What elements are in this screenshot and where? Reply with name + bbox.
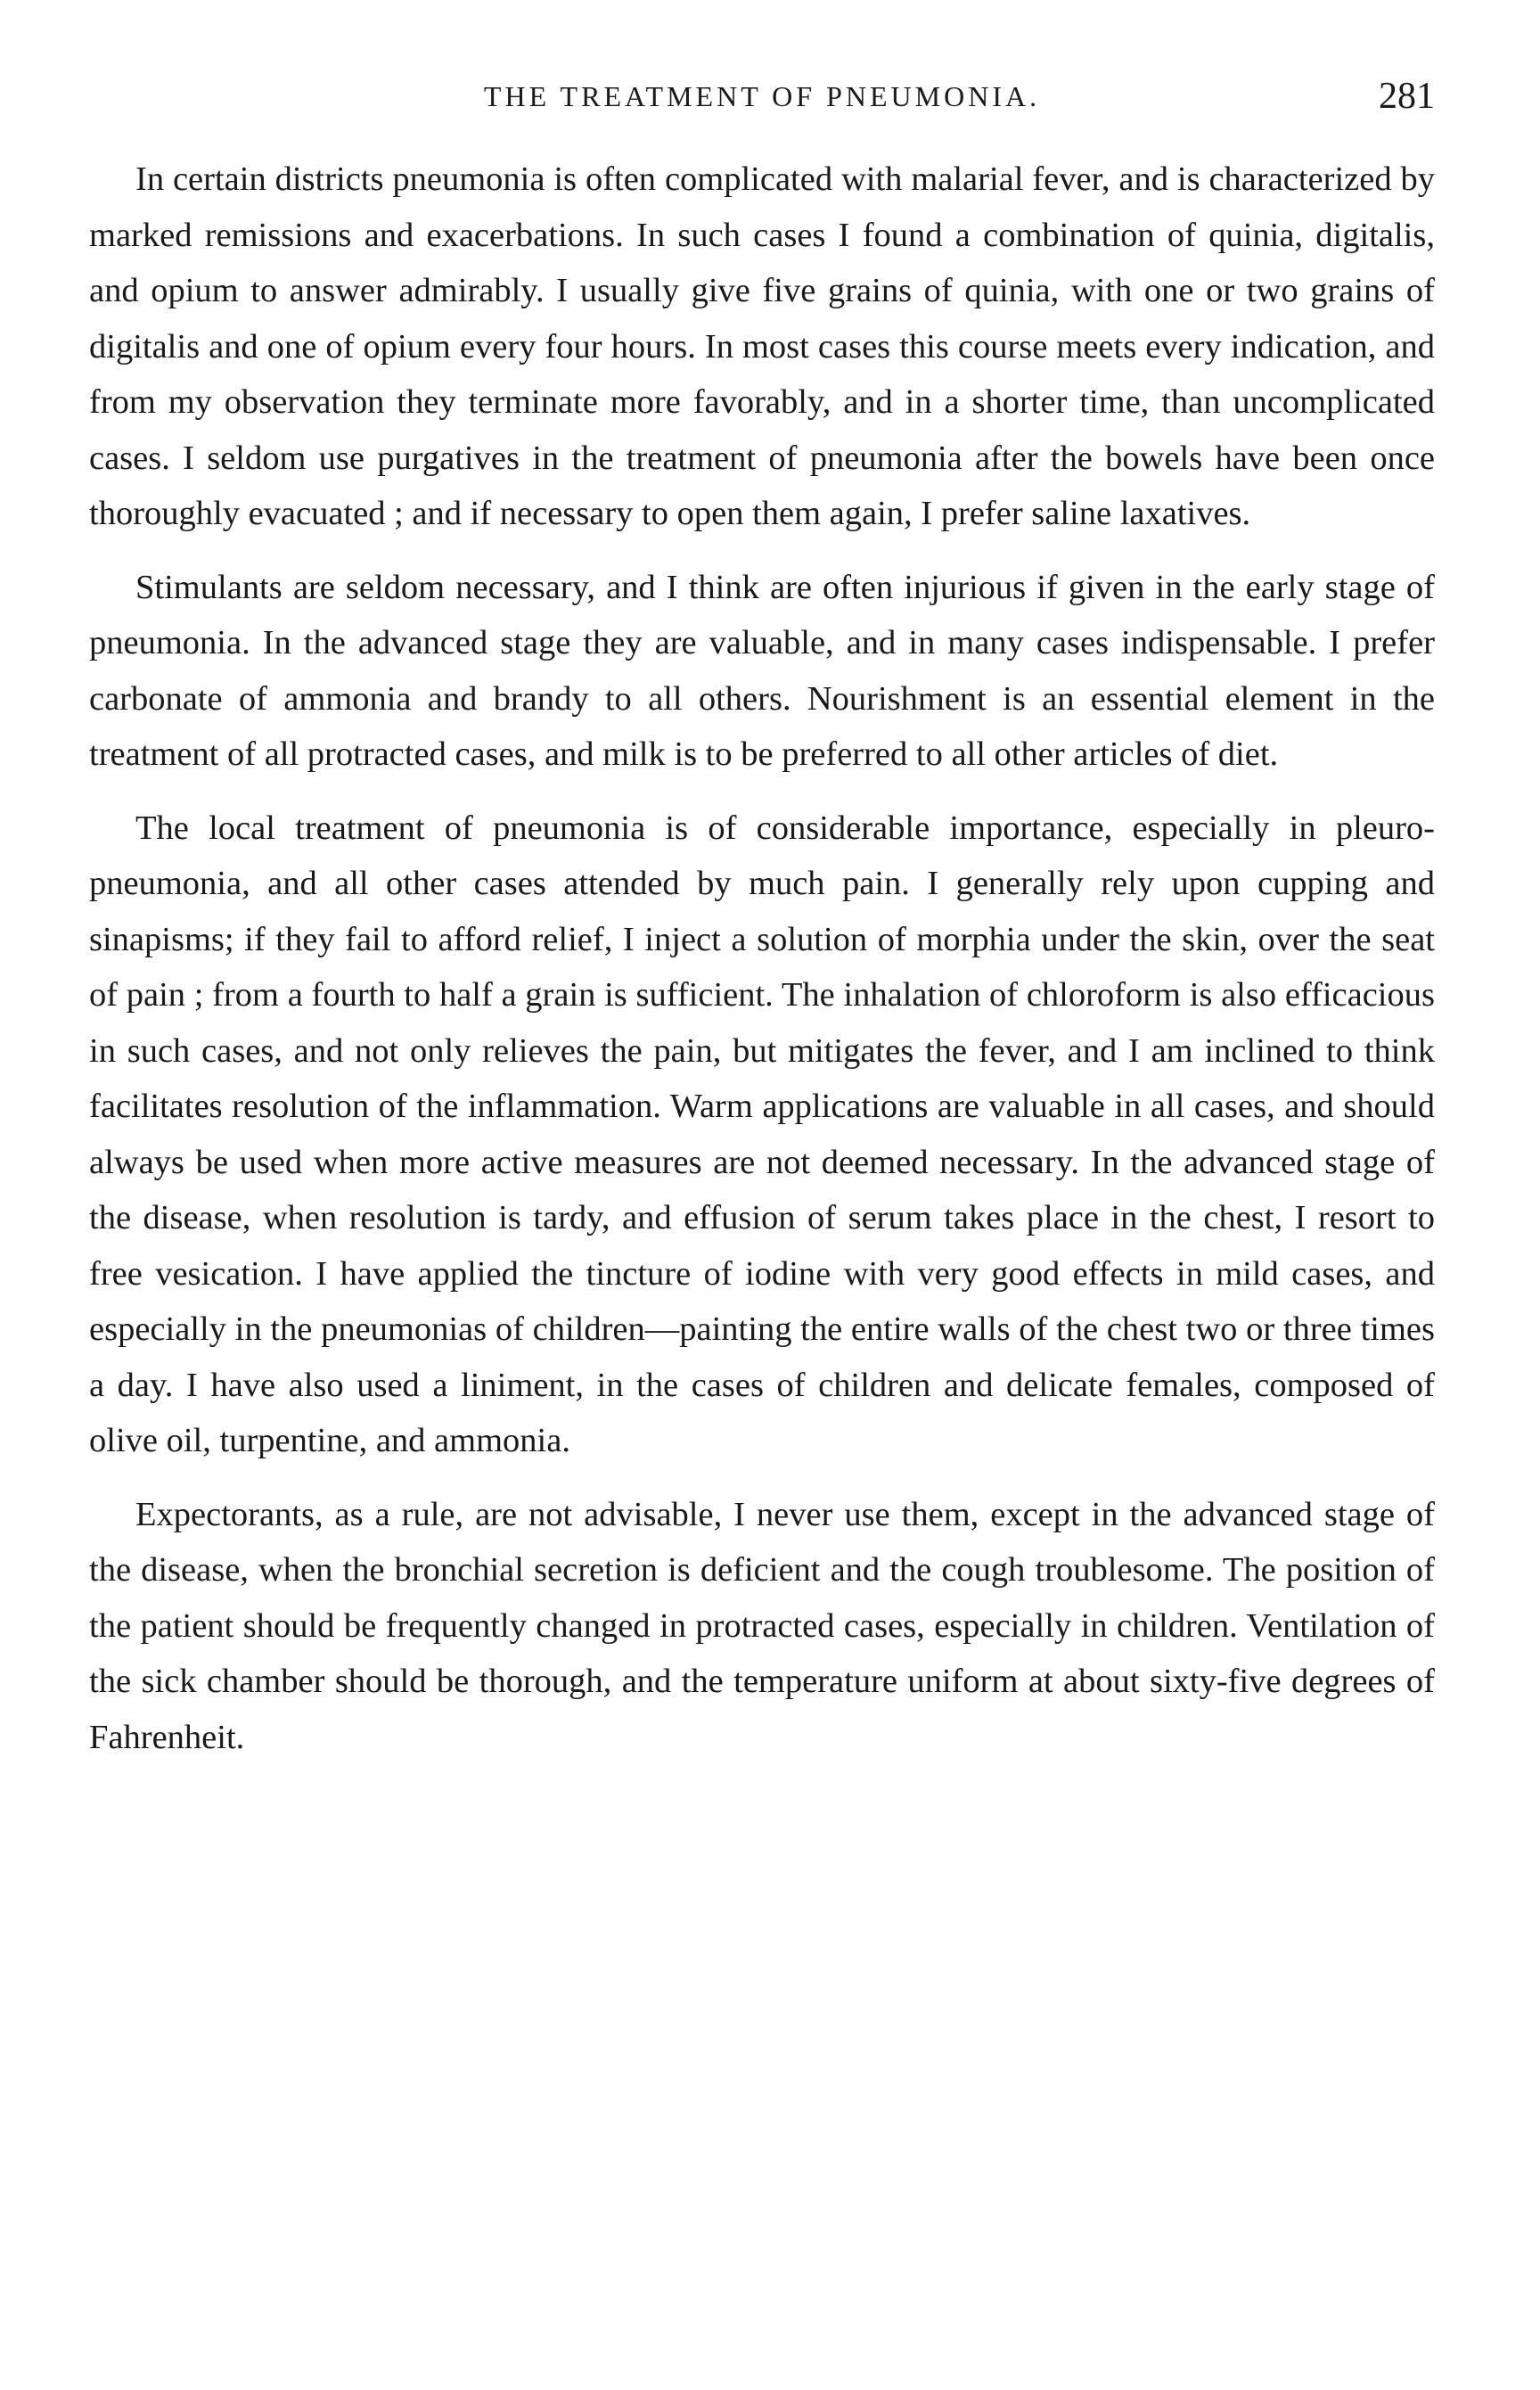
running-head [89, 70, 1435, 123]
body-text [89, 152, 1435, 1783]
paragraph-malarial-complication: In certain districts pneumonia is often complicated with malarial fever, and is characterized by marked remissions and exacerbations. In such cases I found a combination of quinia, digitalis, and opium to answer admirably. I usually give five grains of quinia, with one or two grains of digitalis and one of opium every four hours. In most cases this course meets every indication, and from my observation they terminate more favorably, and in a shorter time, than uncomplicated cases. I seldom use purgatives in the treatment of pneumonia after the bowels have been once thoroughly evacuated ; and if necessary to open them again, I prefer saline laxatives. [89, 160, 1435, 532]
paragraph-stimulants: Stimulants are seldom necessary, and I think are often injurious if given in the early stage of pneumonia. In the advanced stage they are valuable, and in many cases indispensable. I prefer carbonate of ammonia and brandy to all others. Nourishment is an essential element in the treatment of all protracted cases, and milk is to be preferred to all other articles of diet. [89, 568, 1435, 773]
running-title: THE TREATMENT OF PNEUMONIA. [483, 80, 1041, 112]
paragraph-expectorants: Expectorants, as a rule, are not advisable, I never use them, except in the advanced stage of the disease, when the bronchial secretion is deficient and the cough troublesome. The position of the patient should be frequently changed in protracted cases, especially in children. Ventilation of the sick chamber should be thorough, and the temperature uniform at about sixty-five degrees of Fahrenheit. [89, 1495, 1435, 1756]
page-number: 281 [1379, 76, 1435, 117]
paragraph-local-treatment: The local treatment of pneumonia is of considerable importance, especially in pleuro-pneumonia, and all other cases attended by much pain. I generally rely upon cupping and sinapisms; if they fail to afford relief, I inject a solution of morphia under the skin, over the seat of pain ; from a fourth to half a grain is sufficient. The inhalation of chloroform is also efficacious in such cases, and not only relieves the pain, but mitigates the fever, and I am inclined to think facilitates resolution of the inflammation. Warm applications are valuable in all cases, and should always be used when more active measures are not deemed necessary. In the advanced stage of the disease, when resolution is tardy, and effusion of serum takes place in the chest, I resort to free vesication. I have applied the tincture of iodine with very good effects in mild cases, and especially in the pneumonias of children—painting the entire walls of the chest two or three times a day. I have also used a liniment, in the cases of children and delicate females, composed of olive oil, turpentine, and ammonia. [89, 809, 1435, 1459]
